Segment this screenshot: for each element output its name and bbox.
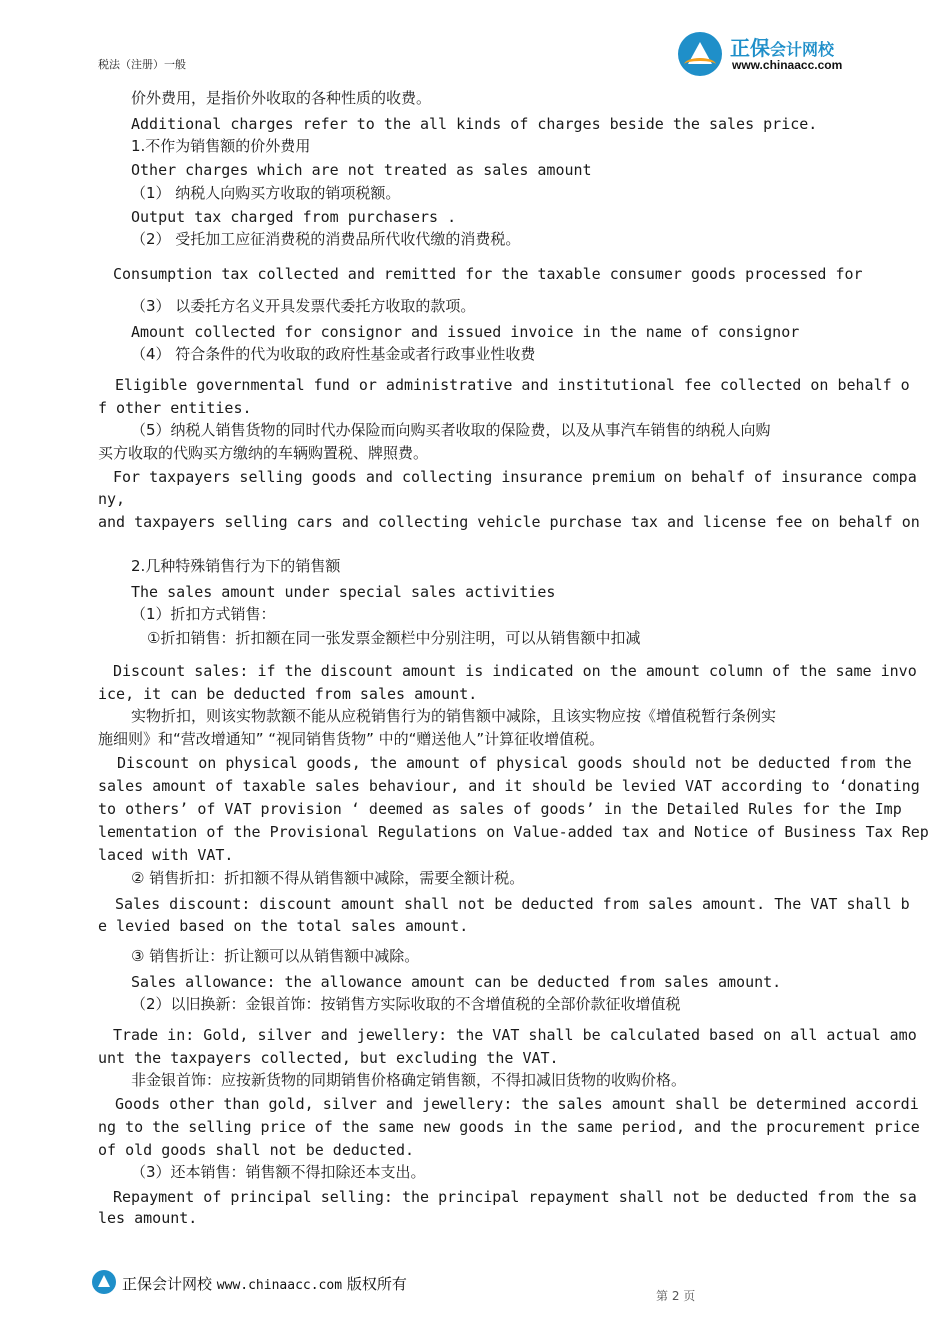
- text-line: Output tax charged from purchasers .: [131, 208, 457, 226]
- text-line: （5）纳税人销售货物的同时代办保险而向购买者收取的保险费，以及从事汽车销售的纳税人向购: [131, 421, 771, 439]
- text-line: Discount sales: if the discount amount is indicated on the amount column of the same invo: [113, 662, 917, 680]
- text-line: For taxpayers selling goods and collecting insurance premium on behalf of insurance compa: [113, 468, 917, 486]
- text-line: lementation of the Provisional Regulations on Value-added tax and Notice of Business Tax Rep: [98, 823, 929, 841]
- footer-brand: 正保会计网校: [122, 1275, 213, 1293]
- text-line: Discount on physical goods, the amount of physical goods should not be deducted from the: [117, 754, 912, 772]
- text-line: of old goods shall not be deducted.: [98, 1141, 415, 1159]
- text-line: 施细则》和“营改增通知” “视同销售货物” 中的“赠送他人”计算征收增值税。: [98, 730, 605, 748]
- text-line: Additional charges refer to the all kinds of charges beside the sales price.: [131, 115, 818, 133]
- text-line: e levied based on the total sales amount.: [98, 917, 469, 935]
- text-line: ng to the selling price of the same new goods in the same period, and the procurement price: [98, 1118, 920, 1136]
- logo-name-big: 正保: [730, 36, 770, 60]
- text-line: Sales allowance: the allowance amount can be deducted from sales amount.: [131, 973, 782, 991]
- text-line: to others’ of VAT provision ‘ deemed as sales of goods’ in the Detailed Rules for the Imp: [98, 800, 902, 818]
- text-line: Other charges which are not treated as sales amount: [131, 161, 592, 179]
- text-line: ①折扣销售：折扣额在同一张发票金额栏中分别注明，可以从销售额中扣减: [147, 629, 641, 647]
- text-line: f other entities.: [98, 399, 252, 417]
- text-line: 价外费用，是指价外收取的各种性质的收费。: [131, 89, 432, 107]
- text-line: sales amount of taxable sales behaviour, and it should be levied VAT according to ‘donating: [98, 777, 920, 795]
- text-line: Amount collected for consignor and issued invoice in the name of consignor: [131, 323, 800, 341]
- text-line: 1.不作为销售额的价外费用: [131, 137, 311, 155]
- footer-rights: 版权所有: [346, 1275, 407, 1293]
- text-line: Consumption tax collected and remitted for the taxable consumer goods processed for: [113, 265, 863, 283]
- text-line: unt the taxpayers collected, but excluding the VAT.: [98, 1049, 559, 1067]
- text-line: The sales amount under special sales activities: [131, 583, 556, 601]
- page-footer: [92, 1268, 512, 1298]
- text-line: Goods other than gold, silver and jewellery: the sales amount shall be determined accordi: [115, 1095, 919, 1113]
- text-line: 非金银首饰：应按新货物的同期销售价格确定销售额，不得扣减旧货物的收购价格。: [131, 1071, 687, 1089]
- text-line: （3）还本销售：销售额不得扣除还本支出。: [131, 1163, 426, 1181]
- footer-text: [122, 1273, 407, 1294]
- text-line: ice, it can be deducted from sales amount.: [98, 685, 478, 703]
- text-line: ny,: [98, 490, 126, 508]
- logo-emblem-icon: [678, 32, 722, 76]
- text-line: Trade in: Gold, silver and jewellery: the VAT shall be calculated based on all actual amo: [113, 1026, 917, 1044]
- logo-name: [730, 32, 834, 61]
- text-line: Repayment of principal selling: the principal repayment shall not be deducted from the sa: [113, 1188, 917, 1206]
- text-line: 买方收取的代购买方缴纳的车辆购置税、牌照费。: [98, 444, 429, 462]
- text-line: and taxpayers selling cars and collecting vehicle purchase tax and license fee on behalf on: [98, 513, 920, 531]
- text-line: laced with VAT.: [98, 846, 234, 864]
- text-line: （1）折扣方式销售：: [131, 605, 276, 623]
- logo-url: www.chinaacc.com: [732, 58, 843, 72]
- text-line: （2） 受托加工应征消费税的消费品所代收代缴的消费税。: [131, 230, 521, 248]
- text-line: （1） 纳税人向购买方收取的销项税额。: [131, 184, 401, 202]
- footer-logo-icon: [92, 1270, 116, 1294]
- logo-name-small: 会计网校: [770, 40, 835, 59]
- text-line: （3） 以委托方名义开具发票代委托方收取的款项。: [131, 297, 476, 315]
- page-number: 第 2 页: [656, 1289, 696, 1303]
- text-line: les amount.: [98, 1209, 198, 1227]
- text-line: （4） 符合条件的代为收取的政府性基金或者行政事业性收费: [131, 345, 536, 363]
- footer-url[interactable]: www.chinaacc.com: [216, 1278, 343, 1293]
- text-line: ② 销售折扣：折扣额不得从销售额中减除，需要全额计税。: [131, 869, 525, 887]
- text-line: Sales discount: discount amount shall not be deducted from sales amount. The VAT shall b: [115, 895, 910, 913]
- header-partial-text: 税法（注册）一般: [98, 58, 186, 71]
- text-line: （2）以旧换新：金银首饰：按销售方实际收取的不含增值税的全部价款征收增值税: [131, 995, 681, 1013]
- text-line: Eligible governmental fund or administrative and institutional fee collected on behalf o: [115, 376, 910, 394]
- text-line: 实物折扣，则该实物款额不能从应税销售行为的销售额中减除，且该实物应按《增值税暂行条例实: [131, 707, 777, 725]
- text-line: 2.几种特殊销售行为下的销售额: [131, 557, 341, 575]
- site-logo[interactable]: [678, 28, 878, 78]
- text-line: ③ 销售折让：折让额可以从销售额中减除。: [131, 947, 420, 965]
